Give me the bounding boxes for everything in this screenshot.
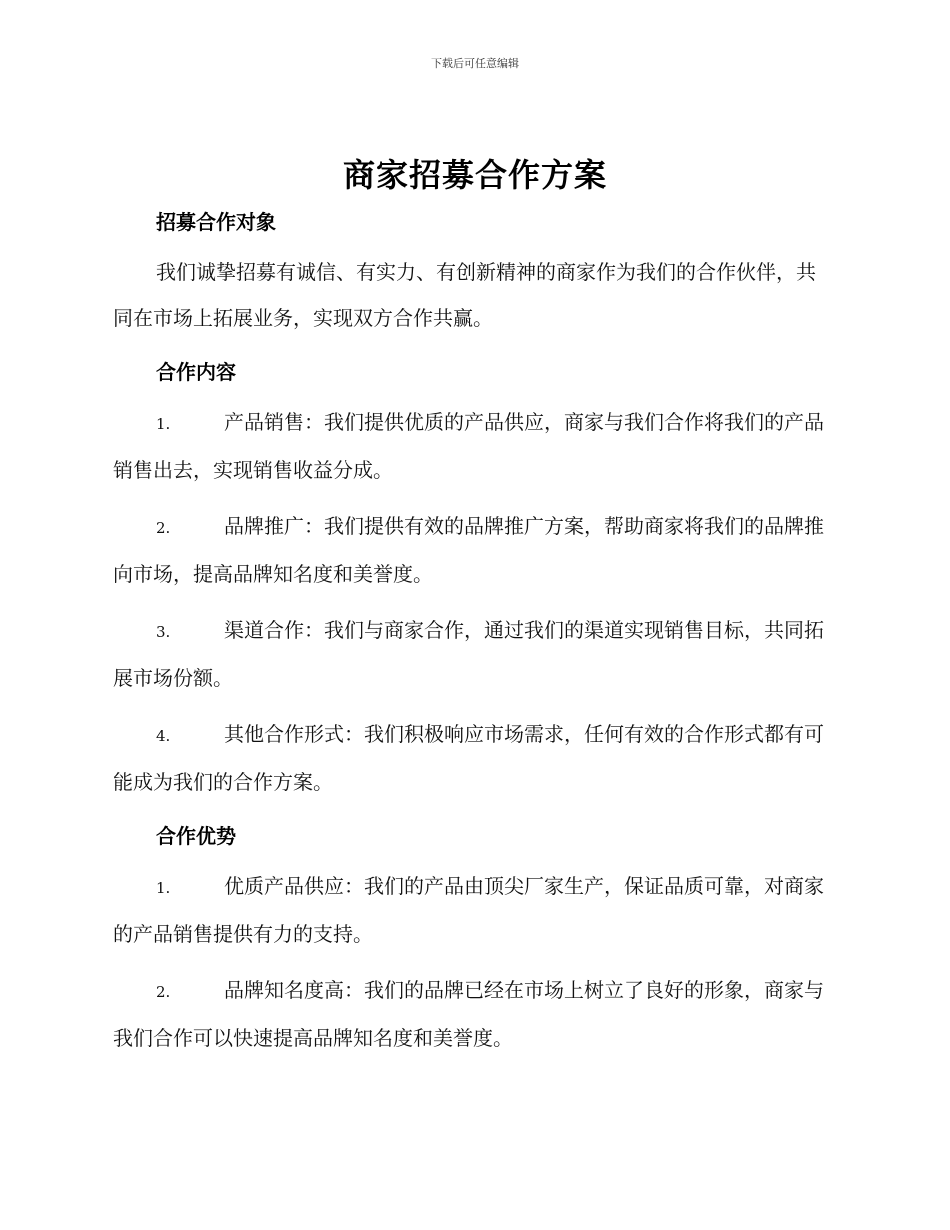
list-text: 其他合作形式：我们积极响应市场需求，任何有效的合作形式都有可能成为我们的合作方案。 <box>113 722 824 794</box>
section-paragraph: 我们诚挚招募有诚信、有实力、有创新精神的商家作为我们的合作伙伴，共同在市场上拓展业务，实现双方合作共赢。 <box>113 260 816 330</box>
list-text: 渠道合作：我们与商家合作，通过我们的渠道实现销售目标，共同拓展市场份额。 <box>113 618 824 690</box>
list-number: 1. <box>156 879 171 897</box>
section-heading-recruitment-target: 招募合作对象 <box>156 210 276 234</box>
list-text: 产品销售：我们提供优质的产品供应，商家与我们合作将我们的产品销售出去，实现销售收益分成。 <box>113 410 824 482</box>
list-text: 优质产品供应：我们的产品由顶尖厂家生产，保证品质可靠，对商家的产品销售提供有力的支持。 <box>113 874 824 946</box>
list-number: 2. <box>156 983 171 1001</box>
list-number: 1. <box>156 415 171 433</box>
section-heading-cooperation-content: 合作内容 <box>156 360 236 384</box>
list-text: 品牌推广：我们提供有效的品牌推广方案，帮助商家将我们的品牌推向市场，提高品牌知名度和美誉度。 <box>113 514 824 586</box>
list-item <box>113 607 833 701</box>
section-heading-cooperation-advantages: 合作优势 <box>156 824 236 848</box>
document-body <box>113 205 833 1061</box>
list-item <box>113 863 833 957</box>
list-item <box>113 967 833 1061</box>
list-number: 2. <box>156 519 171 537</box>
header-note: 下载后可任意编辑 <box>431 57 519 70</box>
list-item <box>113 399 833 493</box>
list-text: 品牌知名度高：我们的品牌已经在市场上树立了良好的形象，商家与我们合作可以快速提高品牌知名度和美誉度。 <box>113 978 824 1050</box>
list-number: 4. <box>156 727 171 745</box>
list-item <box>113 503 833 597</box>
list-item <box>113 711 833 805</box>
document-title: 商家招募合作方案 <box>342 156 607 194</box>
list-number: 3. <box>156 623 171 641</box>
